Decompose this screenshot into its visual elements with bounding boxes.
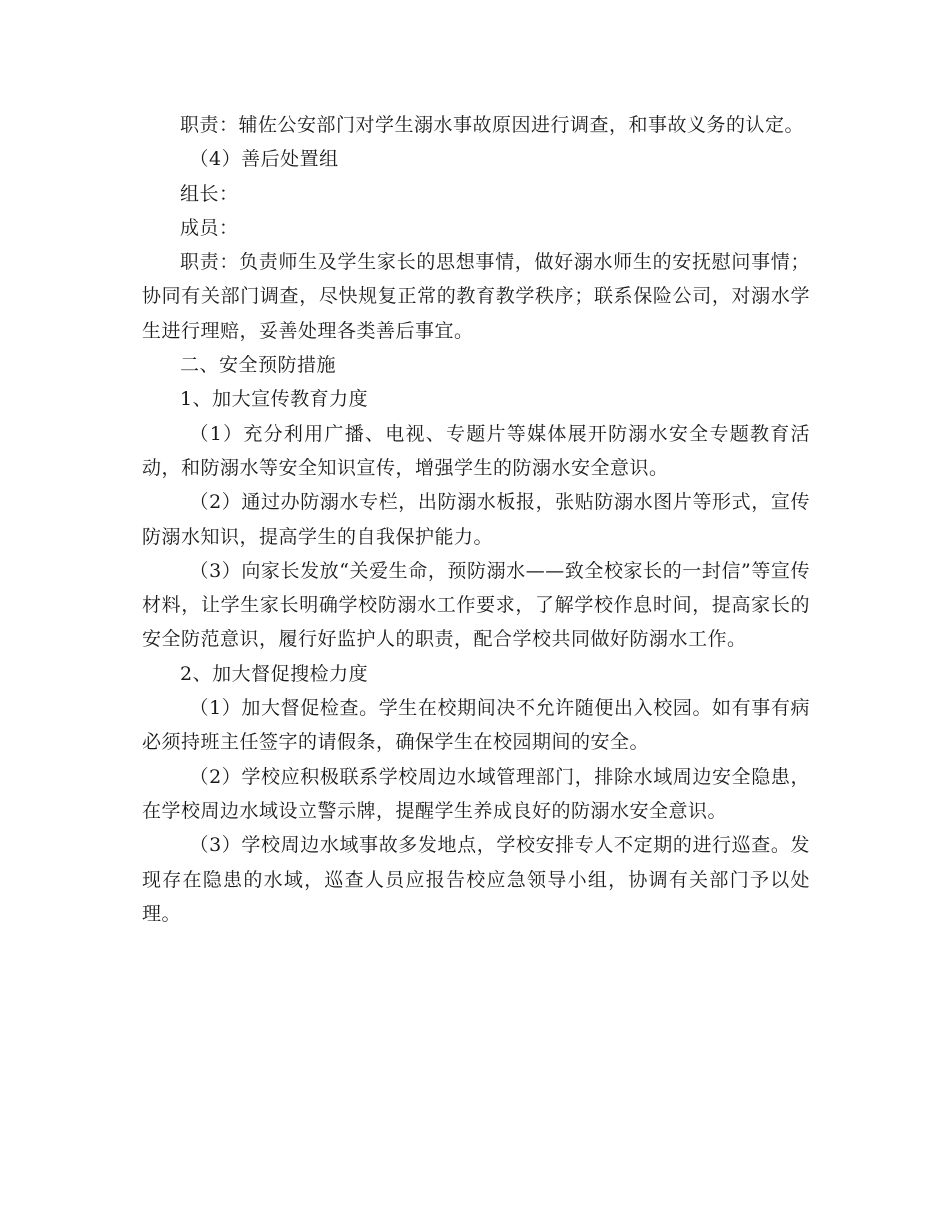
paragraph-supervision-item-3: （3）学校周边水域事故多发地点，学校安排专人不定期的进行巡查。发现存在隐患的水域，巡查人员应报告校应急领导小组，协调有关部门予以处理。 bbox=[142, 834, 810, 925]
paragraph-supervision-item-1: （1）加大督促检查。学生在校期间决不允许随便出入校园。如有事有病必须持班主任签字的请假条，确保学生在校园期间的安全。 bbox=[142, 697, 810, 754]
paragraph-duty-aftermath: 职责：负责师生及学生家长的思想事情，做好溺水师生的安抚慰问事情；协同有关部门调查，尽快规复正常的教育教学秩序；联系保险公司，对溺水学生进行理赔，妥善处理各类善后事宜。 bbox=[142, 251, 810, 342]
paragraph-supervision-item-2: （2）学校应积极联系学校周边水域管理部门，排除水域周边安全隐患，在学校周边水域设立警示牌，提醒学生养成良好的防溺水安全意识。 bbox=[142, 765, 810, 822]
paragraph-group-leader: 组长： bbox=[180, 182, 239, 205]
heading-aftermath-group: （4）善后处置组 bbox=[189, 148, 339, 171]
heading-supervision-inspection: 2、加大督促搜检力度 bbox=[180, 662, 369, 685]
paragraph-members: 成员： bbox=[180, 216, 239, 239]
heading-publicity-education: 1、加大宣传教育力度 bbox=[180, 388, 369, 411]
paragraph-publicity-item-3: （3）向家长发放“关爱生命，预防溺水——致全校家长的一封信”等宣传材料，让学生家长明确学校防溺水工作要求，了解学校作息时间，提高家长的安全防范意识，履行好监护人的职责，配合学校共同做好防溺水工作。 bbox=[142, 559, 810, 651]
heading-prevention-measures: 二、安全预防措施 bbox=[180, 354, 337, 377]
document-body bbox=[142, 108, 810, 931]
paragraph-duty-investigation: 职责：辅佐公安部门对学生溺水事故原因进行调查，和事故义务的认定。 bbox=[180, 114, 805, 136]
paragraph-publicity-item-1: （1）充分利用广播、电视、专题片等媒体展开防溺水安全专题教育活动，和防溺水等安全知识宣传，增强学生的防溺水安全意识。 bbox=[142, 422, 810, 479]
paragraph-publicity-item-2: （2）通过办防溺水专栏，出防溺水板报，张贴防溺水图片等形式，宣传防溺水知识，提高学生的自我保护能力。 bbox=[142, 491, 810, 548]
